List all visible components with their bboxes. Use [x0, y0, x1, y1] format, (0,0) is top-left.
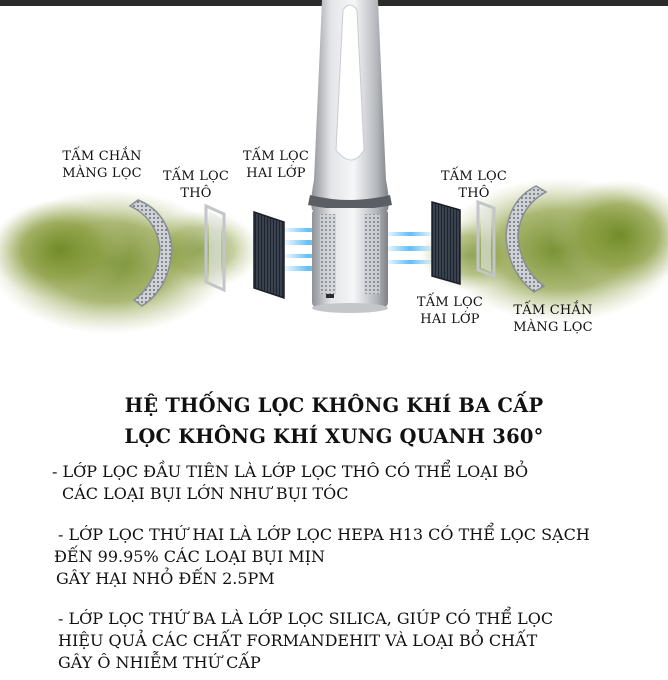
bullet-third-layer	[52, 608, 658, 674]
label-left-hepa: TẤM LỌC HAI LỚP	[242, 149, 310, 181]
bullet-line: HIỆU QUẢ CÁC CHẤT FORMANDEHIT VÀ LOẠI BỎ CHẤT	[58, 631, 538, 650]
label-right-hepa: TẤM LỌC HAI LỚP	[416, 295, 484, 327]
bullet-line: - LỚP LỌC ĐẦU TIÊN LÀ LỚP LỌC THÔ CÓ THỂ LOẠI BỎ	[52, 462, 529, 481]
bullet-line: - LỚP LỌC THỨ HAI LÀ LỚP LỌC HEPA H13 CÓ THỂ LỌC SẠCH	[58, 525, 590, 544]
bullet-second-layer	[52, 524, 658, 590]
bullet-line: - LỚP LỌC THỨ BA LÀ LỚP LỌC SILICA, GIÚP CÓ THỂ LỌC	[58, 609, 554, 628]
bullet-first-layer	[52, 461, 658, 505]
label-left-coarse: TẤM LỌC THÔ	[162, 169, 230, 201]
bullet-line: GÂY Ô NHIỄM THỨ CẤP	[58, 653, 261, 672]
bullet-line: GÂY HẠI NHỎ ĐẾN 2.5PM	[56, 569, 275, 588]
label-right-shield: TẤM CHẮN MÀNG LỌC	[513, 303, 593, 335]
fan-tower	[308, 0, 392, 313]
left-hepa-filter	[254, 212, 284, 298]
heading-line-2: LỌC KHÔNG KHÍ XUNG QUANH 360°	[124, 425, 544, 448]
right-hepa-filter	[432, 202, 460, 284]
bullet-line: CÁC LOẠI BỤI LỚN NHƯ BỤI TÓC	[62, 484, 349, 503]
label-left-shield: TẤM CHẮN MÀNG LỌC	[62, 149, 142, 181]
bullet-line: ĐẾN 99.95% CÁC LOẠI BỤI MỊN	[54, 547, 325, 566]
label-right-coarse: TẤM LỌC THÔ	[440, 169, 508, 201]
heading-line-1: HỆ THỐNG LỌC KHÔNG KHÍ BA CẤP	[124, 394, 544, 417]
